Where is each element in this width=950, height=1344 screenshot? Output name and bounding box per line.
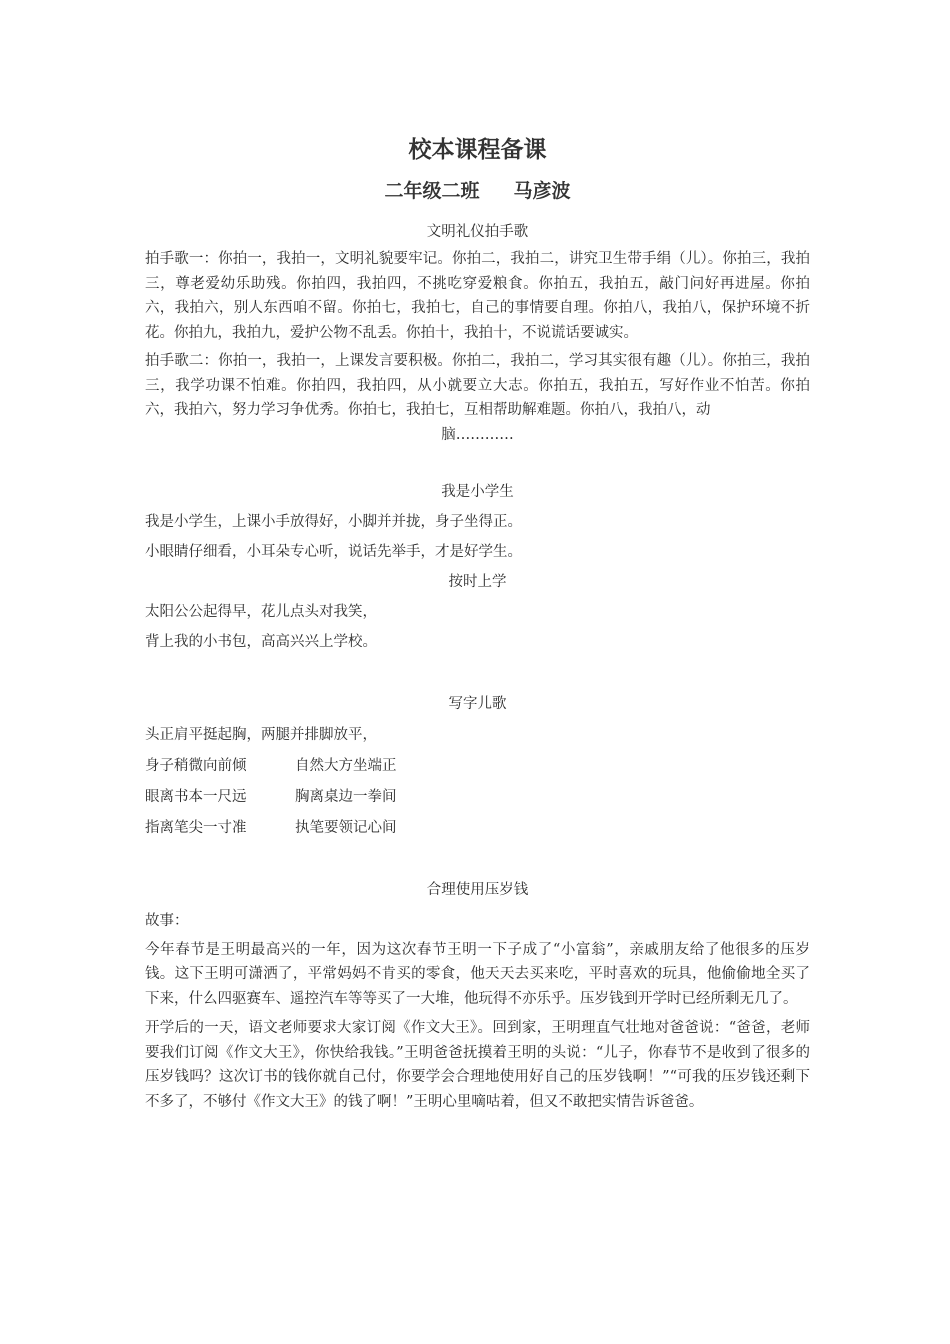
poem-line: 小眼睛仔细看，小耳朵专心听，说话先举手，才是好学生。 <box>145 543 522 560</box>
paragraph: 拍手歌二：你拍一，我拍一，上课发言要积极。你拍二，我拍二，学习其实很有趣（儿）。你拍三，我拍三，我学功课不怕难。你拍四，我拍四，从小就要立大志。你拍五，我拍五，写好作业不怕苦。你拍六，我拍六，努力学习争优秀。你拍七，我拍七，互相帮助解难题。你拍八，我拍八，动 <box>145 353 810 418</box>
section-lucky-money <box>145 878 810 1115</box>
paragraph: 开学后的一天，语文老师要求大家订阅《作文大王》。回到家，王明理直气壮地对爸爸说：“爸爸，老师要我们订阅《作文大王》，你快给我钱。”王明爸爸抚摸着王明的头说：“儿子，你春节不是收到了很多的压岁钱吗？这次订书的钱你就自己付，你要学会合理地使用好自己的压岁钱啊！”“可我的压岁钱还剩下不多了，不够付《作文大王》的钱了啊！”王明心里嘀咕着，但又不敢把实情告诉爸爸。 <box>145 1020 810 1110</box>
section-heading: 文明礼仪拍手歌 <box>426 224 529 240</box>
poem-row <box>145 785 810 809</box>
section-heading: 合理使用压岁钱 <box>426 881 529 898</box>
story-label: 故事： <box>145 912 189 929</box>
paragraph: 拍手歌一：你拍一，我拍一，文明礼貌要牢记。你拍二，我拍二，讲究卫生带手绢（儿）。你拍三，我拍三，尊老爱幼乐助残。你拍四，我拍四，不挑吃穿爱粮食。你拍五，我拍五，敲门问好再进屋。你拍六，我拍六，别人东西咱不留。你拍七，我拍七，自己的事情要自理。你拍八，我拍八，保护环境不折花。你拍九，我拍九，爱护公物不乱丢。你拍十，我拍十，不说谎话要诚实。 <box>145 251 810 341</box>
section-on-time-poem <box>145 570 810 654</box>
teacher-name: 马彦波 <box>513 180 571 202</box>
poem-line: 背上我的小书包，高高兴兴上学校。 <box>145 633 377 650</box>
document-title: 校本课程备课 <box>408 137 547 163</box>
poem-phrase: 眼离书本一尺远 <box>145 788 247 805</box>
document-content <box>145 132 810 1114</box>
section-writing-poem <box>145 692 810 840</box>
poem-row <box>145 816 810 840</box>
poem-phrase: 执笔要领记心间 <box>295 819 397 836</box>
class-name: 二年级二班 <box>384 180 480 202</box>
poem-phrase: 身子稍微向前倾 <box>145 757 247 774</box>
poem-row <box>145 754 810 778</box>
paragraph-ending: 脑………… <box>441 426 514 443</box>
poem-line: 头正肩平挺起胸，两腿并排脚放平， <box>145 726 377 743</box>
poem-line: 我是小学生，上课小手放得好，小脚并并拢，身子坐得正。 <box>145 513 522 530</box>
section-pupil-poem <box>145 480 810 564</box>
section-heading: 按时上学 <box>448 573 507 590</box>
poem-phrase: 指离笔尖一寸准 <box>145 819 247 836</box>
section-clapping-song <box>145 220 810 447</box>
poem-phrase: 胸离桌边一拳间 <box>295 788 397 805</box>
section-heading: 写字儿歌 <box>448 695 507 712</box>
poem-line: 太阳公公起得早，花儿点头对我笑， <box>145 603 377 620</box>
section-heading: 我是小学生 <box>441 483 514 500</box>
paragraph: 今年春节是王明最高兴的一年，因为这次春节王明一下子成了“小富翁”，亲戚朋友给了他很多的压岁钱。这下王明可潇洒了，平常妈妈不肯买的零食，他天天去买来吃，平时喜欢的玩具，他偷偷地全买了下来，什么四驱赛车、遥控汽车等等买了一大堆，他玩得不亦乐乎。压岁钱到开学时已经所剩无几了。 <box>145 941 810 1007</box>
document-subtitle <box>145 176 810 206</box>
poem-phrase: 自然大方坐端正 <box>295 757 397 774</box>
